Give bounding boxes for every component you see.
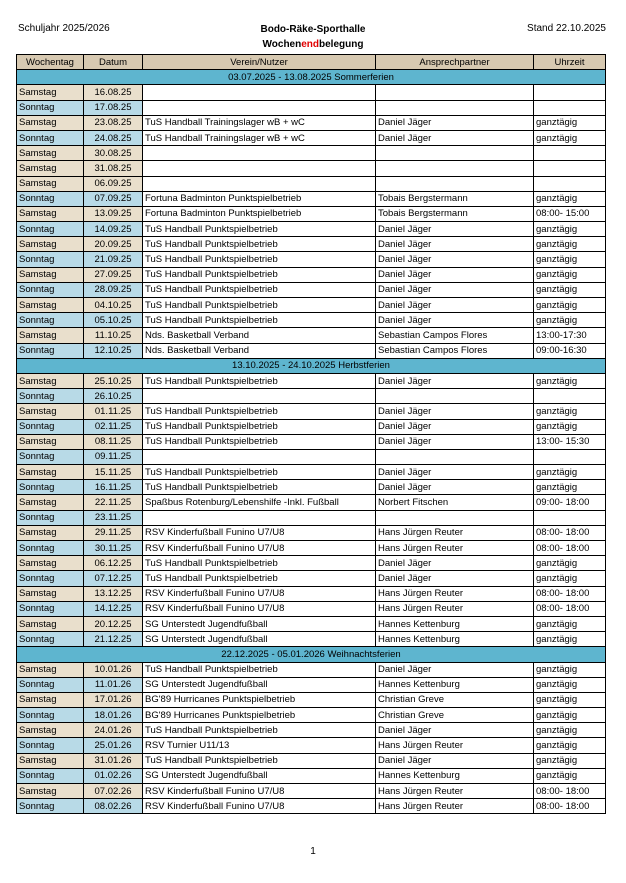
col-header-date: Datum [84,55,143,70]
table-row [17,571,606,586]
contact-cell: Daniel Jäger [376,556,534,571]
table-row [17,784,606,799]
weekday-cell: Samstag [17,404,84,419]
club-cell: SG Unterstedt Jugendfußball [143,768,376,783]
time-cell: 08:00- 18:00 [534,525,606,540]
time-cell: ganztägig [534,267,606,282]
time-cell: ganztägig [534,404,606,419]
table-row [17,434,606,449]
date-cell: 06.09.25 [84,176,143,191]
date-cell: 01.11.25 [84,404,143,419]
time-cell: ganztägig [534,616,606,631]
weekday-cell: Sonntag [17,677,84,692]
weekday-cell: Sonntag [17,282,84,297]
date-cell: 12.10.25 [84,343,143,358]
time-cell [534,146,606,161]
contact-cell [376,85,534,100]
club-cell: Nds. Basketball Verband [143,343,376,358]
contact-cell: Christian Greve [376,708,534,723]
contact-cell: Daniel Jäger [376,313,534,328]
contact-cell: Daniel Jäger [376,404,534,419]
table-row [17,465,606,480]
time-cell: ganztägig [534,768,606,783]
club-cell: TuS Handball Punktspielbetrieb [143,298,376,313]
date-cell: 20.12.25 [84,616,143,631]
holiday-period-row [17,647,606,662]
club-cell: TuS Handball Punktspielbetrieb [143,556,376,571]
time-cell: ganztägig [534,130,606,145]
contact-cell: Daniel Jäger [376,282,534,297]
table-row [17,738,606,753]
time-cell: ganztägig [534,753,606,768]
weekday-cell: Samstag [17,434,84,449]
table-row [17,556,606,571]
club-cell: SG Unterstedt Jugendfußball [143,677,376,692]
time-cell: ganztägig [534,556,606,571]
weekday-cell: Samstag [17,237,84,252]
date-cell: 14.12.25 [84,601,143,616]
club-cell: Nds. Basketball Verband [143,328,376,343]
date-cell: 20.09.25 [84,237,143,252]
weekday-cell: Samstag [17,753,84,768]
weekday-cell: Sonntag [17,252,84,267]
table-row [17,419,606,434]
club-cell [143,161,376,176]
table-row [17,191,606,206]
weekday-cell: Samstag [17,662,84,677]
date-cell: 31.01.26 [84,753,143,768]
table-row [17,449,606,464]
time-cell: ganztägig [534,708,606,723]
date-cell: 01.02.26 [84,768,143,783]
club-cell: TuS Handball Punktspielbetrieb [143,404,376,419]
time-cell: ganztägig [534,692,606,707]
table-row [17,100,606,115]
holiday-period-row [17,70,606,85]
weekday-cell: Sonntag [17,768,84,783]
date-cell: 26.10.25 [84,389,143,404]
time-cell: 08:00- 18:00 [534,799,606,814]
time-cell: 08:00- 18:00 [534,601,606,616]
time-cell: 13:00- 15:30 [534,434,606,449]
table-row [17,130,606,145]
date-cell: 07.02.26 [84,784,143,799]
club-cell: SG Unterstedt Jugendfußball [143,632,376,647]
table-row [17,723,606,738]
time-cell: 08:00- 15:00 [534,206,606,221]
contact-cell [376,449,534,464]
date-cell: 13.12.25 [84,586,143,601]
club-cell: TuS Handball Punktspielbetrieb [143,753,376,768]
date-cell: 16.08.25 [84,85,143,100]
date-cell: 11.01.26 [84,677,143,692]
table-row [17,161,606,176]
date-cell: 10.01.26 [84,662,143,677]
contact-cell [376,176,534,191]
table-row [17,222,606,237]
subtitle-part-1: Wochen [262,39,302,50]
time-cell [534,389,606,404]
weekday-cell: Samstag [17,161,84,176]
weekday-cell: Samstag [17,267,84,282]
contact-cell: Daniel Jäger [376,723,534,738]
date-cell: 07.12.25 [84,571,143,586]
as-of-date: Stand 22.10.2025 [527,23,606,34]
weekday-cell: Samstag [17,85,84,100]
contact-cell: Christian Greve [376,692,534,707]
hall-name: Bodo-Räke-Sporthalle [260,24,366,35]
club-cell: BG'89 Hurricanes Punktspielbetrieb [143,692,376,707]
date-cell: 23.08.25 [84,115,143,130]
club-cell: RSV Kinderfußball Funino U7/U8 [143,799,376,814]
holiday-period-label: 22.12.2025 - 05.01.2026 Weihnachtsferien [17,647,606,662]
table-row [17,206,606,221]
contact-cell: Daniel Jäger [376,419,534,434]
table-row [17,662,606,677]
time-cell: ganztägig [534,298,606,313]
contact-cell [376,510,534,525]
table-row [17,480,606,495]
date-cell: 16.11.25 [84,480,143,495]
weekday-cell: Samstag [17,328,84,343]
table-row [17,146,606,161]
time-cell: ganztägig [534,632,606,647]
club-cell: RSV Kinderfußball Funino U7/U8 [143,525,376,540]
contact-cell: Daniel Jäger [376,434,534,449]
weekday-cell: Sonntag [17,100,84,115]
table-row [17,601,606,616]
table-row [17,176,606,191]
page-number: 1 [310,846,316,857]
contact-cell: Daniel Jäger [376,222,534,237]
time-cell: 13:00-17:30 [534,328,606,343]
time-cell: 09:00- 18:00 [534,495,606,510]
date-cell: 23.11.25 [84,510,143,525]
weekday-cell: Samstag [17,723,84,738]
time-cell: 08:00- 18:00 [534,784,606,799]
time-cell: ganztägig [534,313,606,328]
club-cell [143,389,376,404]
club-cell: TuS Handball Punktspielbetrieb [143,723,376,738]
contact-cell: Hannes Kettenburg [376,677,534,692]
weekday-cell: Sonntag [17,571,84,586]
contact-cell: Daniel Jäger [376,373,534,388]
contact-cell: Daniel Jäger [376,753,534,768]
col-header-contact: Ansprechpartner [376,55,534,70]
club-cell [143,176,376,191]
weekday-cell: Sonntag [17,343,84,358]
contact-cell: Daniel Jäger [376,662,534,677]
time-cell: ganztägig [534,662,606,677]
contact-cell: Hannes Kettenburg [376,616,534,631]
date-cell: 24.08.25 [84,130,143,145]
time-cell [534,85,606,100]
table-row [17,328,606,343]
club-cell: TuS Handball Punktspielbetrieb [143,282,376,297]
contact-cell: Daniel Jäger [376,115,534,130]
weekday-cell: Sonntag [17,419,84,434]
contact-cell: Daniel Jäger [376,267,534,282]
holiday-period-row [17,358,606,373]
date-cell: 14.09.25 [84,222,143,237]
club-cell [143,510,376,525]
date-cell: 08.02.26 [84,799,143,814]
club-cell [143,100,376,115]
club-cell: BG'89 Hurricanes Punktspielbetrieb [143,708,376,723]
club-cell: RSV Turnier U11/13 [143,738,376,753]
club-cell: TuS Handball Punktspielbetrieb [143,313,376,328]
club-cell: RSV Kinderfußball Funino U7/U8 [143,601,376,616]
table-row [17,708,606,723]
time-cell [534,449,606,464]
date-cell: 25.10.25 [84,373,143,388]
school-year: Schuljahr 2025/2026 [18,23,110,34]
contact-cell: Daniel Jäger [376,252,534,267]
col-header-weekday: Wochentag [17,55,84,70]
subtitle-part-2: belegung [319,39,364,50]
date-cell: 27.09.25 [84,267,143,282]
time-cell: ganztägig [534,237,606,252]
weekday-cell: Sonntag [17,313,84,328]
date-cell: 30.08.25 [84,146,143,161]
table-row [17,252,606,267]
time-cell: ganztägig [534,222,606,237]
date-cell: 07.09.25 [84,191,143,206]
table-row [17,389,606,404]
time-cell: ganztägig [534,252,606,267]
table-row [17,282,606,297]
time-cell: ganztägig [534,191,606,206]
club-cell [143,449,376,464]
time-cell: ganztägig [534,677,606,692]
contact-cell: Tobais Bergstermann [376,191,534,206]
weekday-cell: Samstag [17,784,84,799]
weekday-cell: Sonntag [17,480,84,495]
club-cell: TuS Handball Punktspielbetrieb [143,222,376,237]
contact-cell: Hans Jürgen Reuter [376,738,534,753]
contact-cell: Hans Jürgen Reuter [376,601,534,616]
table-row [17,768,606,783]
table-header-row [17,55,606,70]
club-cell: TuS Handball Punktspielbetrieb [143,434,376,449]
date-cell: 30.11.25 [84,541,143,556]
club-cell: SG Unterstedt Jugendfußball [143,616,376,631]
table-row [17,85,606,100]
weekday-cell: Samstag [17,586,84,601]
weekday-cell: Sonntag [17,389,84,404]
time-cell [534,510,606,525]
time-cell: ganztägig [534,373,606,388]
club-cell [143,146,376,161]
weekday-cell: Samstag [17,525,84,540]
weekday-cell: Samstag [17,298,84,313]
club-cell: TuS Handball Punktspielbetrieb [143,480,376,495]
date-cell: 29.11.25 [84,525,143,540]
date-cell: 08.11.25 [84,434,143,449]
date-cell: 17.08.25 [84,100,143,115]
time-cell: ganztägig [534,571,606,586]
date-cell: 25.01.26 [84,738,143,753]
club-cell: TuS Handball Punktspielbetrieb [143,267,376,282]
contact-cell [376,161,534,176]
time-cell: ganztägig [534,465,606,480]
weekday-cell: Samstag [17,146,84,161]
date-cell: 05.10.25 [84,313,143,328]
col-header-club: Verein/Nutzer [143,55,376,70]
club-cell: TuS Handball Punktspielbetrieb [143,662,376,677]
date-cell: 09.11.25 [84,449,143,464]
contact-cell: Hans Jürgen Reuter [376,784,534,799]
contact-cell [376,146,534,161]
weekday-cell: Samstag [17,495,84,510]
contact-cell: Tobais Bergstermann [376,206,534,221]
table-row [17,541,606,556]
club-cell: TuS Handball Punktspielbetrieb [143,571,376,586]
date-cell: 28.09.25 [84,282,143,297]
contact-cell: Daniel Jäger [376,465,534,480]
club-cell: TuS Handball Punktspielbetrieb [143,465,376,480]
time-cell: ganztägig [534,723,606,738]
weekday-cell: Samstag [17,206,84,221]
weekday-cell: Sonntag [17,191,84,206]
time-cell: 08:00- 18:00 [534,586,606,601]
schedule-body [17,70,606,814]
table-row [17,313,606,328]
date-cell: 17.01.26 [84,692,143,707]
contact-cell: Hans Jürgen Reuter [376,525,534,540]
club-cell [143,85,376,100]
club-cell: TuS Handball Punktspielbetrieb [143,237,376,252]
contact-cell: Sebastian Campos Flores [376,328,534,343]
time-cell: 08:00- 18:00 [534,541,606,556]
contact-cell: Daniel Jäger [376,237,534,252]
weekday-cell: Sonntag [17,449,84,464]
table-row [17,267,606,282]
contact-cell [376,100,534,115]
contact-cell: Hannes Kettenburg [376,632,534,647]
club-cell: RSV Kinderfußball Funino U7/U8 [143,784,376,799]
contact-cell: Hans Jürgen Reuter [376,541,534,556]
weekday-cell: Sonntag [17,541,84,556]
club-cell: Fortuna Badminton Punktspielbetrieb [143,191,376,206]
weekday-cell: Samstag [17,465,84,480]
weekday-cell: Samstag [17,373,84,388]
club-cell: Fortuna Badminton Punktspielbetrieb [143,206,376,221]
time-cell [534,100,606,115]
time-cell: ganztägig [534,419,606,434]
weekday-cell: Sonntag [17,738,84,753]
table-row [17,237,606,252]
weekday-cell: Sonntag [17,799,84,814]
date-cell: 22.11.25 [84,495,143,510]
date-cell: 18.01.26 [84,708,143,723]
holiday-period-label: 03.07.2025 - 13.08.2025 Sommerferien [17,70,606,85]
table-row [17,616,606,631]
time-cell [534,161,606,176]
date-cell: 13.09.25 [84,206,143,221]
schedule-table [16,54,606,814]
table-row [17,632,606,647]
contact-cell: Daniel Jäger [376,480,534,495]
contact-cell: Hans Jürgen Reuter [376,799,534,814]
weekday-cell: Samstag [17,556,84,571]
table-row [17,495,606,510]
weekday-cell: Samstag [17,176,84,191]
club-cell: RSV Kinderfußball Funino U7/U8 [143,586,376,601]
contact-cell: Hannes Kettenburg [376,768,534,783]
contact-cell: Daniel Jäger [376,298,534,313]
club-cell: TuS Handball Trainingslager wB + wC [143,130,376,145]
date-cell: 31.08.25 [84,161,143,176]
date-cell: 02.11.25 [84,419,143,434]
club-cell: TuS Handball Punktspielbetrieb [143,252,376,267]
date-cell: 11.10.25 [84,328,143,343]
date-cell: 15.11.25 [84,465,143,480]
contact-cell: Sebastian Campos Flores [376,343,534,358]
table-row [17,525,606,540]
weekday-cell: Sonntag [17,222,84,237]
club-cell: TuS Handball Punktspielbetrieb [143,373,376,388]
contact-cell [376,389,534,404]
time-cell: 09:00-16:30 [534,343,606,358]
contact-cell: Daniel Jäger [376,571,534,586]
time-cell: ganztägig [534,115,606,130]
time-cell [534,176,606,191]
date-cell: 24.01.26 [84,723,143,738]
table-row [17,115,606,130]
weekday-cell: Sonntag [17,601,84,616]
time-cell: ganztägig [534,282,606,297]
weekday-cell: Sonntag [17,708,84,723]
weekday-cell: Samstag [17,115,84,130]
date-cell: 06.12.25 [84,556,143,571]
table-row [17,692,606,707]
table-row [17,404,606,419]
table-row [17,586,606,601]
table-row [17,799,606,814]
date-cell: 21.09.25 [84,252,143,267]
club-cell: TuS Handball Trainingslager wB + wC [143,115,376,130]
table-row [17,677,606,692]
table-row [17,373,606,388]
subtitle-highlight: end [301,39,320,50]
table-row [17,753,606,768]
document-subtitle [0,37,626,52]
club-cell: Spaßbus Rotenburg/Lebenshilfe -Inkl. Fußball [143,495,376,510]
club-cell: TuS Handball Punktspielbetrieb [143,419,376,434]
weekday-cell: Samstag [17,616,84,631]
date-cell: 21.12.25 [84,632,143,647]
contact-cell: Hans Jürgen Reuter [376,586,534,601]
contact-cell: Daniel Jäger [376,130,534,145]
weekday-cell: Samstag [17,692,84,707]
date-cell: 04.10.25 [84,298,143,313]
contact-cell: Norbert Fitschen [376,495,534,510]
table-row [17,298,606,313]
time-cell: ganztägig [534,738,606,753]
weekday-cell: Sonntag [17,632,84,647]
club-cell: RSV Kinderfußball Funino U7/U8 [143,541,376,556]
col-header-time: Uhrzeit [534,55,606,70]
time-cell: ganztägig [534,480,606,495]
weekday-cell: Sonntag [17,130,84,145]
table-row [17,343,606,358]
table-row [17,510,606,525]
weekday-cell: Sonntag [17,510,84,525]
holiday-period-label: 13.10.2025 - 24.10.2025 Herbstferien [17,358,606,373]
